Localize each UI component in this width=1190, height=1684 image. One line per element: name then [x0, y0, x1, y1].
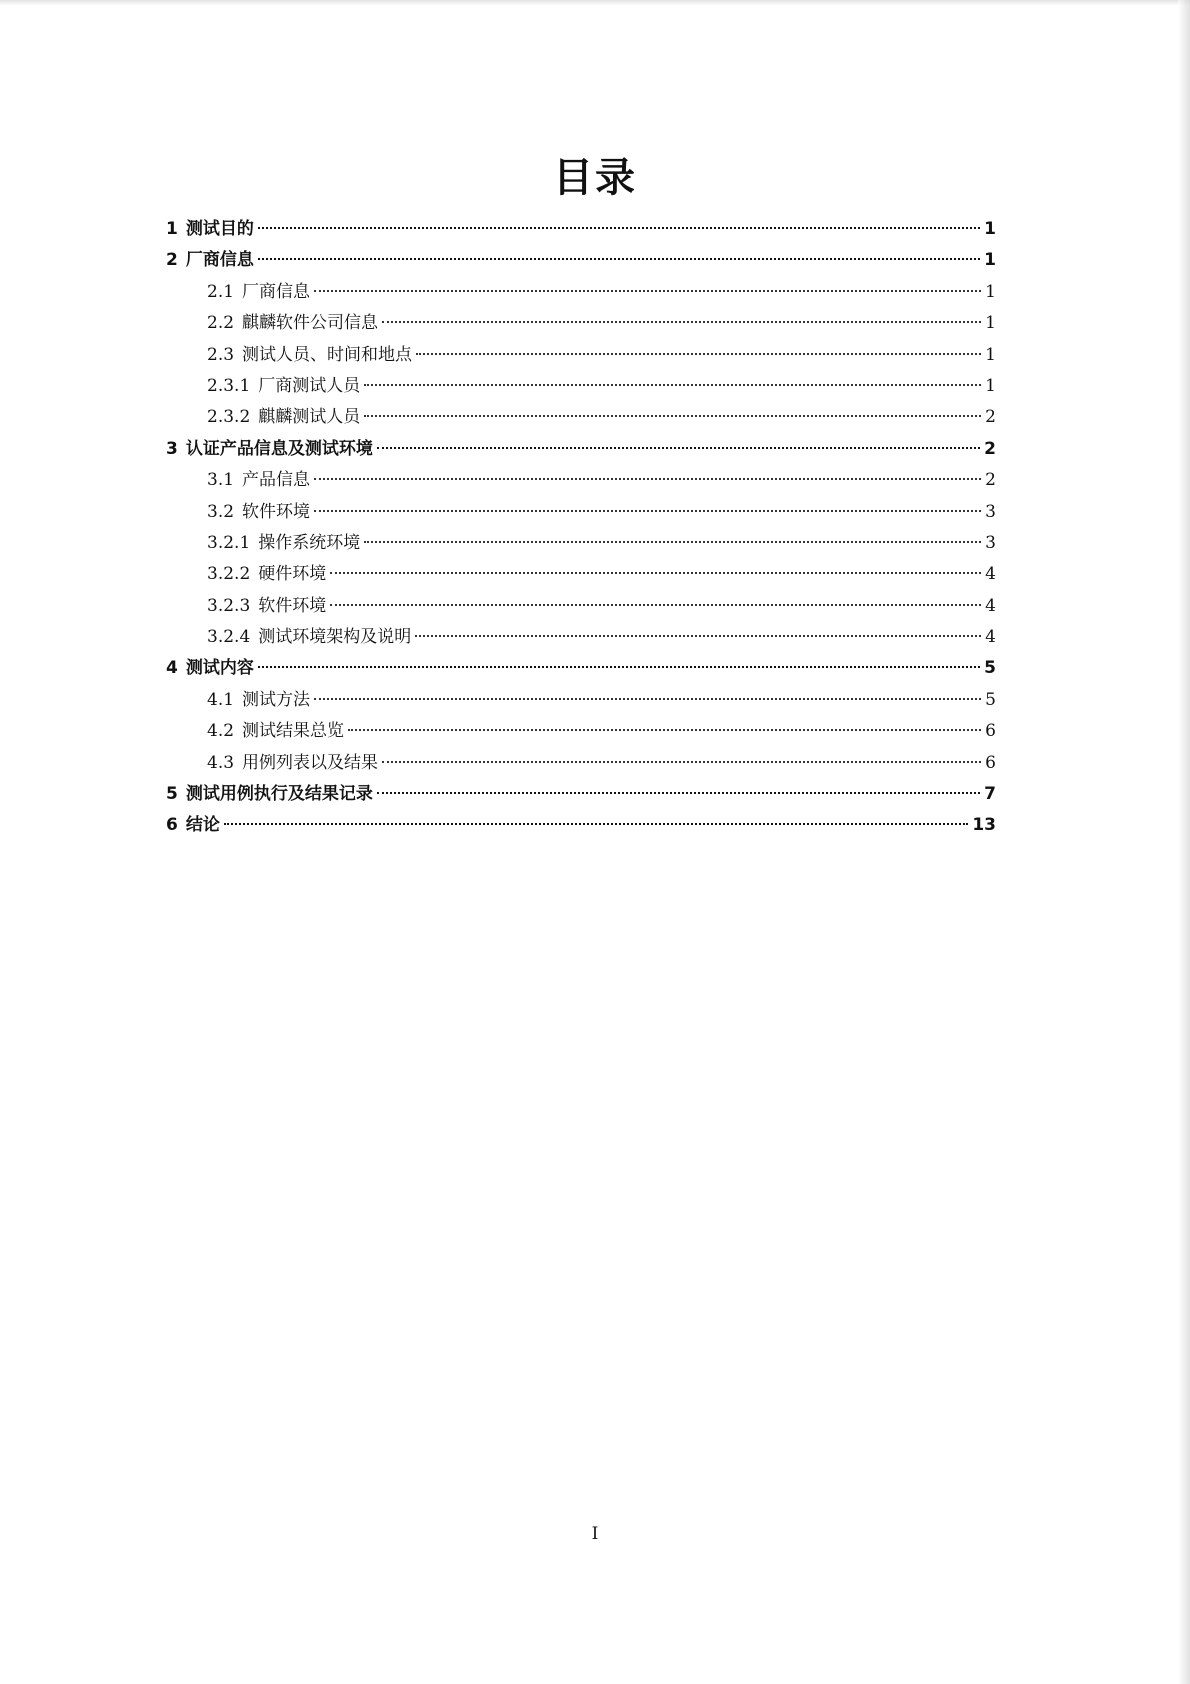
- toc-dot-leader: [258, 227, 980, 229]
- scan-edge-right: [1178, 0, 1190, 1684]
- toc-entry[interactable]: [166, 528, 996, 559]
- toc-entry[interactable]: [166, 245, 996, 276]
- toc-dot-leader: [314, 478, 981, 480]
- toc-entry[interactable]: [166, 434, 996, 465]
- toc-entry[interactable]: [166, 653, 996, 684]
- toc-entry-number: 2.3.1: [207, 375, 251, 396]
- toc-entry[interactable]: [166, 779, 996, 810]
- toc-entry-page: 1: [985, 344, 996, 365]
- toc-entry[interactable]: [166, 622, 996, 653]
- toc-entry-number: 2.3.2: [207, 407, 251, 428]
- toc-dot-leader: [382, 761, 981, 763]
- toc-entry-title: 测试环境架构及说明: [258, 627, 412, 648]
- toc-entry-title: 麒麟软件公司信息: [242, 313, 379, 334]
- toc-entry-page: 5: [984, 658, 996, 679]
- toc-dot-leader: [364, 384, 981, 386]
- toc-entry-page: 1: [984, 219, 996, 239]
- toc-entry-number: 6: [166, 815, 178, 836]
- toc-entry-page: 13: [972, 815, 996, 836]
- toc-entry-number: 3.1: [207, 470, 235, 491]
- scan-artifact: [1160, 490, 1178, 690]
- toc-entry-title: 认证产品信息及测试环境: [185, 438, 373, 459]
- toc-entry-title: 测试方法: [242, 689, 311, 710]
- toc-dot-leader: [314, 290, 981, 292]
- toc-entry-page: 6: [985, 721, 996, 742]
- toc-entry-number: 1: [166, 219, 178, 239]
- toc-entry-number: 2.3: [207, 344, 235, 365]
- scan-edge-top: [0, 0, 1190, 6]
- toc-dot-leader: [258, 258, 980, 260]
- toc-entry-title: 测试人员、时间和地点: [242, 344, 413, 365]
- footer-page-number: I: [591, 1524, 599, 1544]
- toc-entry-page: 7: [984, 784, 996, 805]
- toc-entry-page: 1: [985, 313, 996, 334]
- toc-entry[interactable]: [166, 810, 996, 841]
- toc-entry-page: 2: [985, 407, 996, 428]
- toc-entry-title: 产品信息: [242, 470, 311, 491]
- toc-entry-title: 硬件环境: [258, 564, 327, 585]
- toc-entry-page: 4: [985, 627, 996, 648]
- toc-entry-number: 2: [166, 250, 178, 271]
- toc-entry-number: 4.3: [207, 752, 235, 773]
- toc-entry-title: 用例列表以及结果: [242, 752, 379, 773]
- toc-dot-leader: [258, 666, 980, 668]
- toc-dot-leader: [314, 698, 981, 700]
- toc-entry-number: 3.2.2: [207, 564, 251, 585]
- toc-entry-number: 4.2: [207, 721, 235, 742]
- toc-entry-page: 1: [984, 250, 996, 271]
- toc-entry-page: 6: [985, 752, 996, 773]
- toc-entry-page: 2: [984, 438, 996, 459]
- toc-dot-leader: [314, 510, 981, 512]
- toc-entry[interactable]: [166, 497, 996, 528]
- toc-entry-page: 2: [985, 470, 996, 491]
- toc-entry-number: 2.2: [207, 313, 235, 334]
- toc-entry-title: 结论: [185, 815, 220, 836]
- toc-entry[interactable]: [166, 748, 996, 779]
- toc-dot-leader: [330, 572, 981, 574]
- toc-dot-leader: [224, 823, 968, 825]
- toc-entry[interactable]: [166, 716, 996, 747]
- toc-entry-number: 3.2: [207, 501, 235, 522]
- toc-entry-page: 1: [985, 375, 996, 396]
- toc-dot-leader: [330, 604, 981, 606]
- toc-entry-title: 软件环境: [242, 501, 311, 522]
- toc-entry-page: 3: [985, 501, 996, 522]
- toc-entry-title: 厂商信息: [185, 250, 254, 271]
- toc-dot-leader: [415, 635, 981, 637]
- toc-entry-number: 3.2.3: [207, 595, 251, 616]
- page-title: 目录: [553, 155, 637, 201]
- toc-dot-leader: [377, 792, 980, 794]
- toc-entry-number: 3.2.4: [207, 627, 251, 648]
- toc-entry-number: 2.1: [207, 281, 235, 302]
- toc-entry[interactable]: [166, 308, 996, 339]
- toc-entry-number: 4: [166, 658, 178, 679]
- toc-entry-title: 麒麟测试人员: [258, 407, 361, 428]
- toc-entry[interactable]: [166, 402, 996, 433]
- toc-entry-page: 4: [985, 564, 996, 585]
- toc-entry-title: 软件环境: [258, 595, 327, 616]
- toc-dot-leader: [377, 447, 980, 449]
- toc-entry-title: 厂商测试人员: [258, 375, 361, 396]
- toc-entry-number: 3: [166, 438, 178, 459]
- toc-entry-page: 1: [985, 281, 996, 302]
- toc-entry[interactable]: [166, 340, 996, 371]
- toc-entry-page: 4: [985, 595, 996, 616]
- toc-dot-leader: [364, 415, 981, 417]
- toc-entry-number: 5: [166, 784, 178, 805]
- toc-entry-page: 3: [985, 532, 996, 553]
- toc-entry-page: 5: [985, 689, 996, 710]
- toc-entry[interactable]: [166, 559, 996, 590]
- toc-entry-title: 测试目的: [185, 219, 254, 239]
- toc-entry-number: 3.2.1: [207, 532, 251, 553]
- toc-entry-title: 测试用例执行及结果记录: [185, 784, 373, 805]
- toc-entry-title: 测试结果总览: [242, 721, 345, 742]
- toc-entry[interactable]: [166, 214, 996, 245]
- toc-entry-number: 4.1: [207, 689, 235, 710]
- toc-entry[interactable]: [166, 371, 996, 402]
- toc-dot-leader: [364, 541, 981, 543]
- toc-dot-leader: [416, 353, 981, 355]
- toc-dot-leader: [348, 729, 981, 731]
- table-of-contents: [166, 214, 996, 842]
- toc-entry[interactable]: [166, 591, 996, 622]
- toc-entry[interactable]: [166, 465, 996, 496]
- toc-dot-leader: [382, 321, 981, 323]
- toc-entry-title: 操作系统环境: [258, 532, 361, 553]
- toc-entry[interactable]: [166, 685, 996, 716]
- toc-entry-title: 测试内容: [185, 658, 254, 679]
- toc-entry[interactable]: [166, 277, 996, 308]
- toc-entry-title: 厂商信息: [242, 281, 311, 302]
